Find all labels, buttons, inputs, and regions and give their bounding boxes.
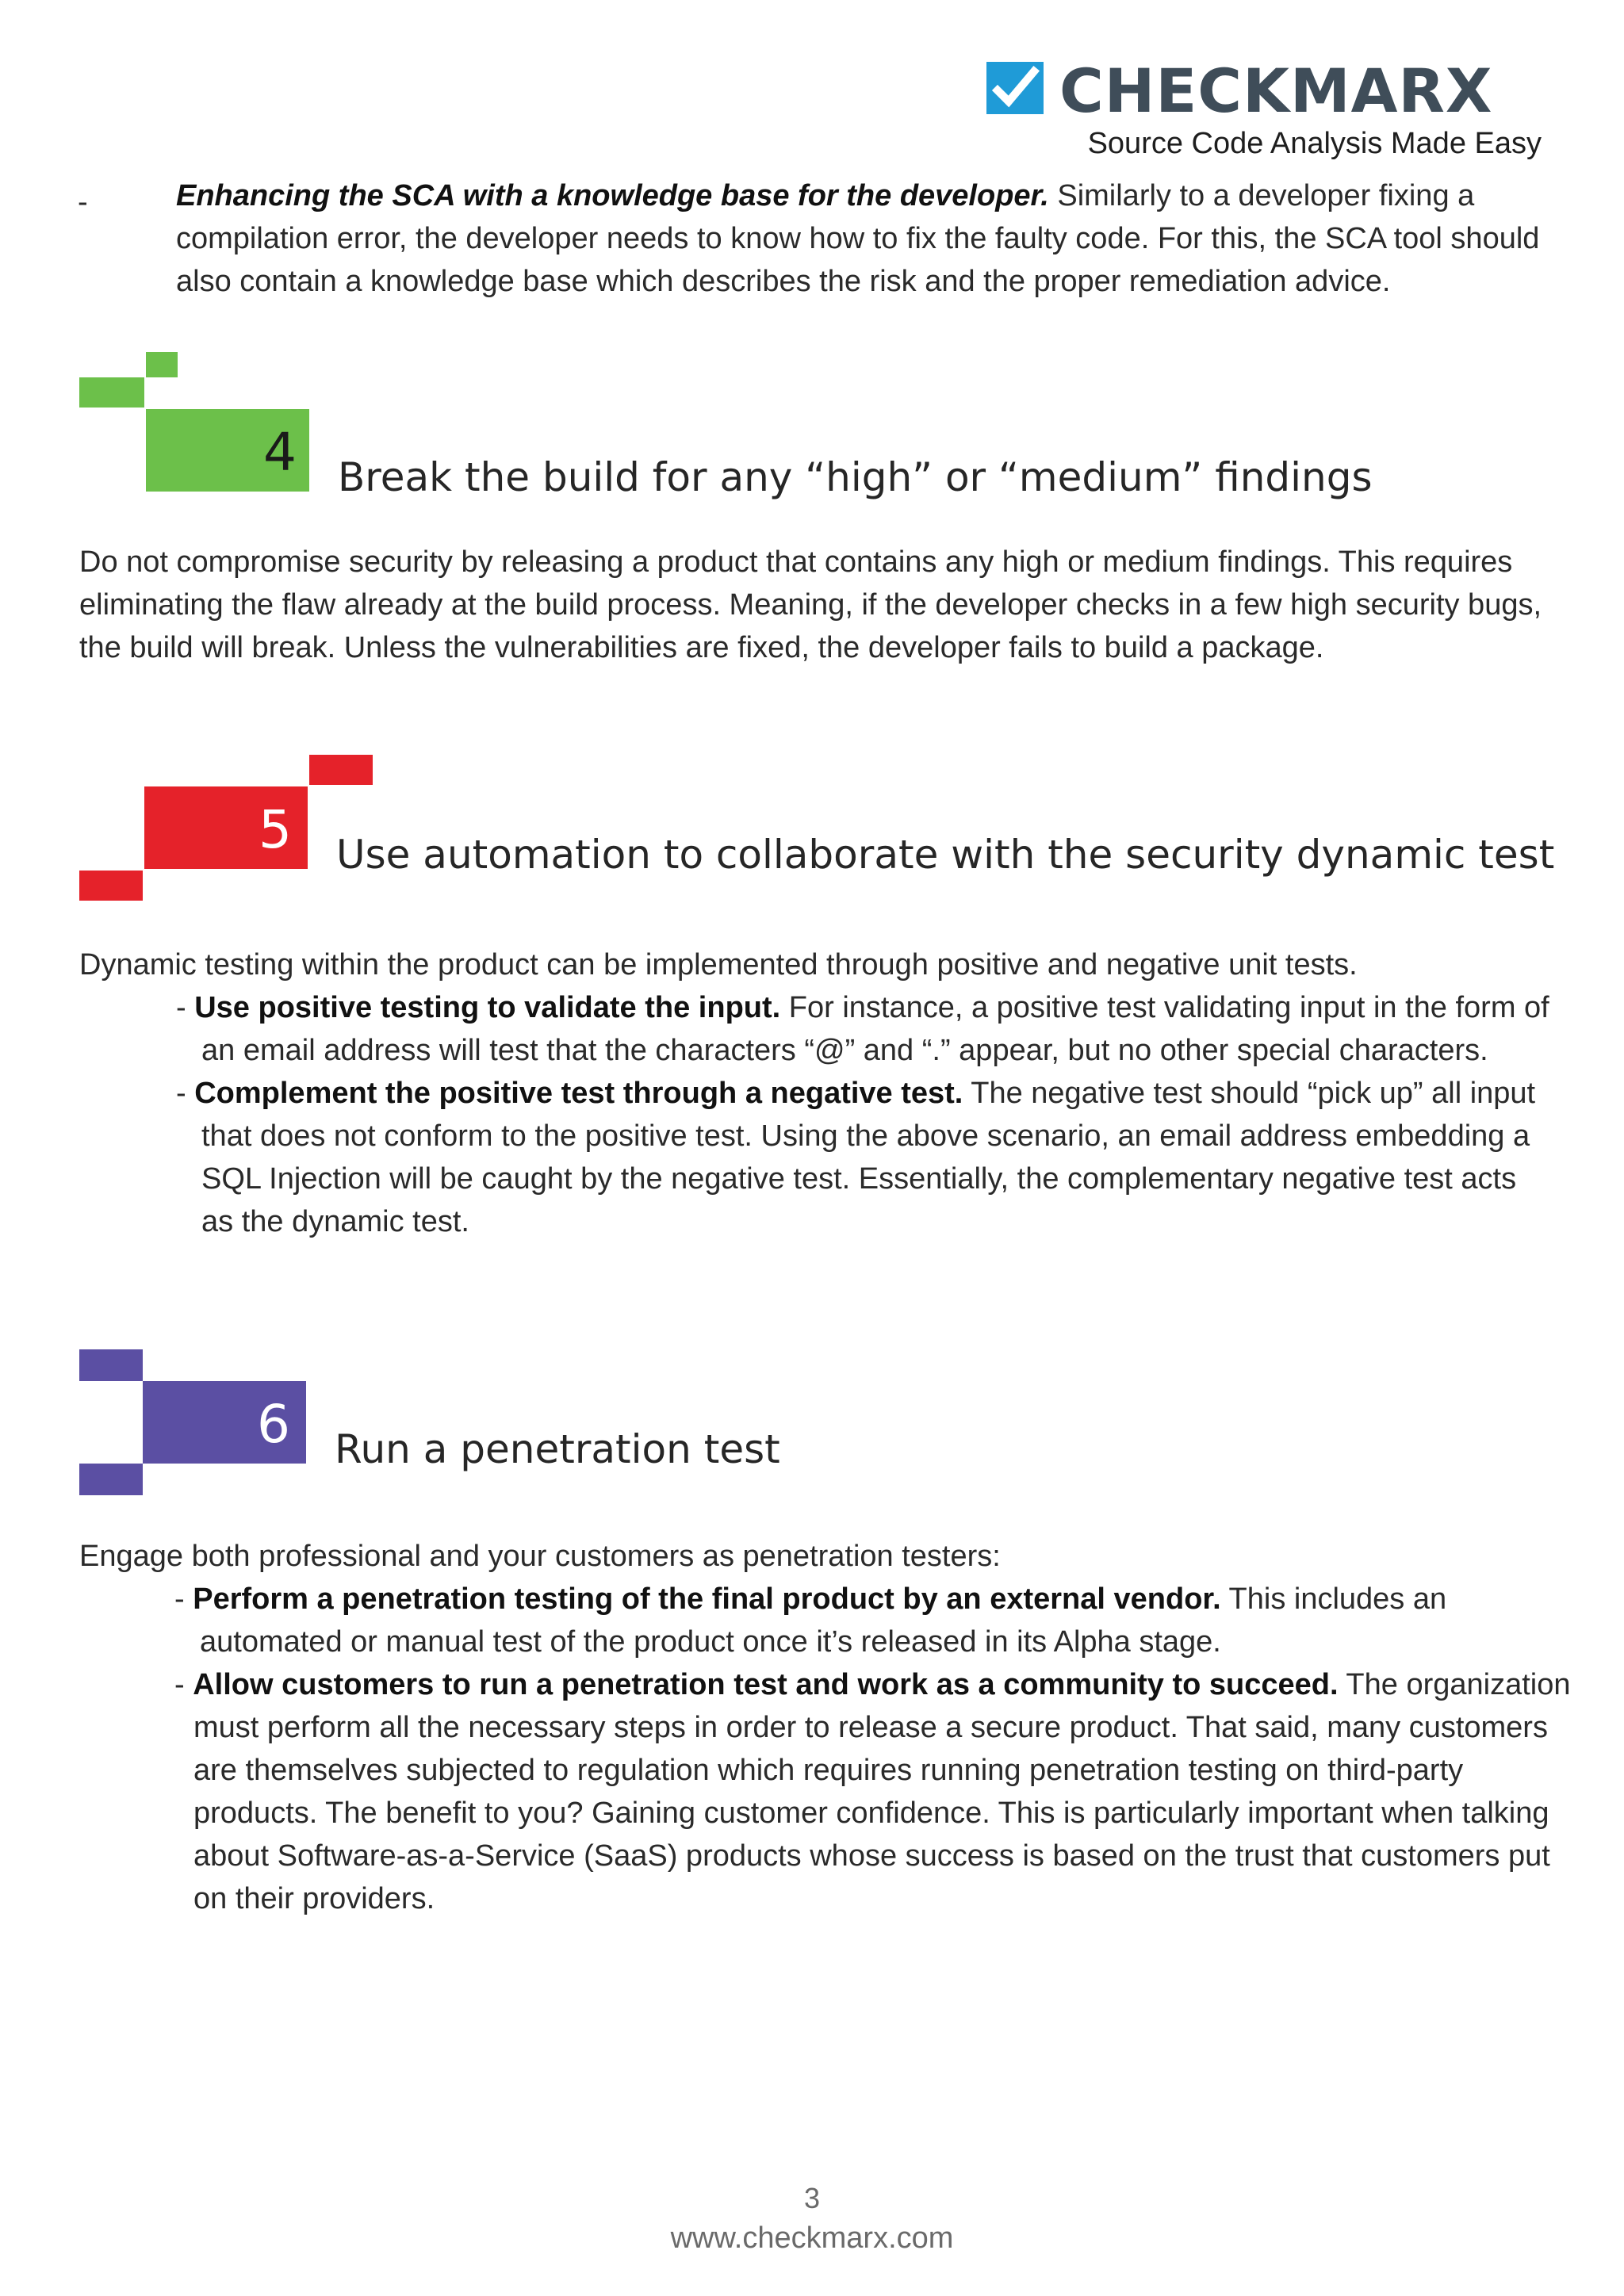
section-4-number: 4 [263,422,297,483]
section-5-pixel-block [79,871,143,901]
list-item-bold: Perform a penetration testing of the final product by an external vendor. [193,1582,1221,1616]
section-5-title: Use automation to collaborate with the security dynamic test [336,832,1555,878]
section-4-body: Do not compromise security by releasing a product that contains any high or medium findings. This requires eliminating the flaw already at the build process. Meaning, if the developer checks in a few high security bugs, the build will break. Unless the vulnerabilities are fixed, the developer fails to build a package. [79,545,1542,664]
checkmarx-logo [986,55,1542,163]
section-4-pixel-block [79,377,144,408]
section-6-intro: Engage both professional and your customers as penetration testers: [79,1540,1001,1573]
section-5-intro: Dynamic testing within the product can be implemented through positive and negative unit tests. [79,948,1358,982]
list-item: - Allow customers to run a penetration test and work as a community to succeed. The organization must perform all the necessary steps in order to release a secure product. That said, many customers are themselves subjected to regulation which requires running penetration testing on third-party products. The benefit to you? Gaining customer confidence. This is particularly important when talking about Software-as-a-Service (SaaS) products whose success is based on the trust that customers put on their providers. [174,1668,1571,1915]
list-item-bold: Complement the positive test through a negative test. [194,1077,963,1110]
list-item: - Use positive testing to validate the input. For instance, a positive test validating input in the form of an email address will test that the characters “@” and “.” appear, but no other special characters. [176,991,1549,1067]
list-item: - Complement the positive test through a negative test. The negative test should “pick up” all input that does not conform to the positive test. Using the above scenario, an email address embedding a SQL Injection will be caught by the negative test. Essentially, the complementary negative test acts as the dynamic test. [176,1077,1536,1238]
list-item-bold: Allow customers to run a penetration test and work as a community to succeed. [193,1668,1339,1701]
list-item-text: The organization must perform all the necessary steps in order to release a secure product. That said, many customers are themselves subjected to regulation which requires running penetration testing on third-party products. The benefit to you? Gaining customer confidence. This is particularly important when talking about Software-as-a-Service (SaaS) products whose success is based on the trust that customers put on their providers. [193,1668,1571,1915]
checkmark-logo-icon [986,62,1044,114]
section-5-pixel-block [309,755,373,785]
section-6-title: Run a penetration test [335,1426,780,1472]
footer-url[interactable]: www.checkmarx.com [670,2221,954,2255]
section-4-title: Break the build for any “high” or “medium” findings [338,454,1373,500]
section-5-list [176,986,1556,1243]
list-item-bold: Use positive testing to validate the input. [194,991,781,1024]
page-number: 3 [803,2182,821,2214]
brand-tagline: Source Code Analysis Made Easy [1087,127,1542,160]
intro-bold: Enhancing the SCA with a knowledge base for the developer. [176,179,1049,212]
list-item-text: For instance, a positive test validating input in the form of an email address will test that the characters “@” and “.” appear, but no other special characters. [201,991,1549,1067]
section-4-pixel-block [146,352,178,377]
list-item-text: The negative test should “pick up” all input that does not conform to the positive test. Using the above scenario, an email address embedding a SQL Injection will be caught by the negative test. Essentially, the complementary negative test acts as the dynamic test. [201,1077,1536,1238]
list-item: - Perform a penetration testing of the final product by an external vendor. This includes an automated or manual test of the product once it’s released in its Alpha stage. [174,1582,1447,1659]
section-6-list [174,1578,1578,1920]
intro-paragraph [176,174,1588,303]
section-5-number: 5 [259,799,292,860]
intro-dash: - [78,186,88,219]
section-6-pixel-block [79,1464,143,1495]
list-item-text: This includes an automated or manual test of the product once it’s released in its Alpha stage. [200,1582,1447,1659]
section-6-number: 6 [257,1394,290,1455]
section-6-pixel-block [79,1349,143,1381]
intro-text: Similarly to a developer fixing a compilation error, the developer needs to know how to fix the faulty code. For this, the SCA tool should also contain a knowledge base which describes the risk and the proper remediation advice. [176,179,1540,298]
brand-name: CHECKMARX [1059,55,1493,126]
